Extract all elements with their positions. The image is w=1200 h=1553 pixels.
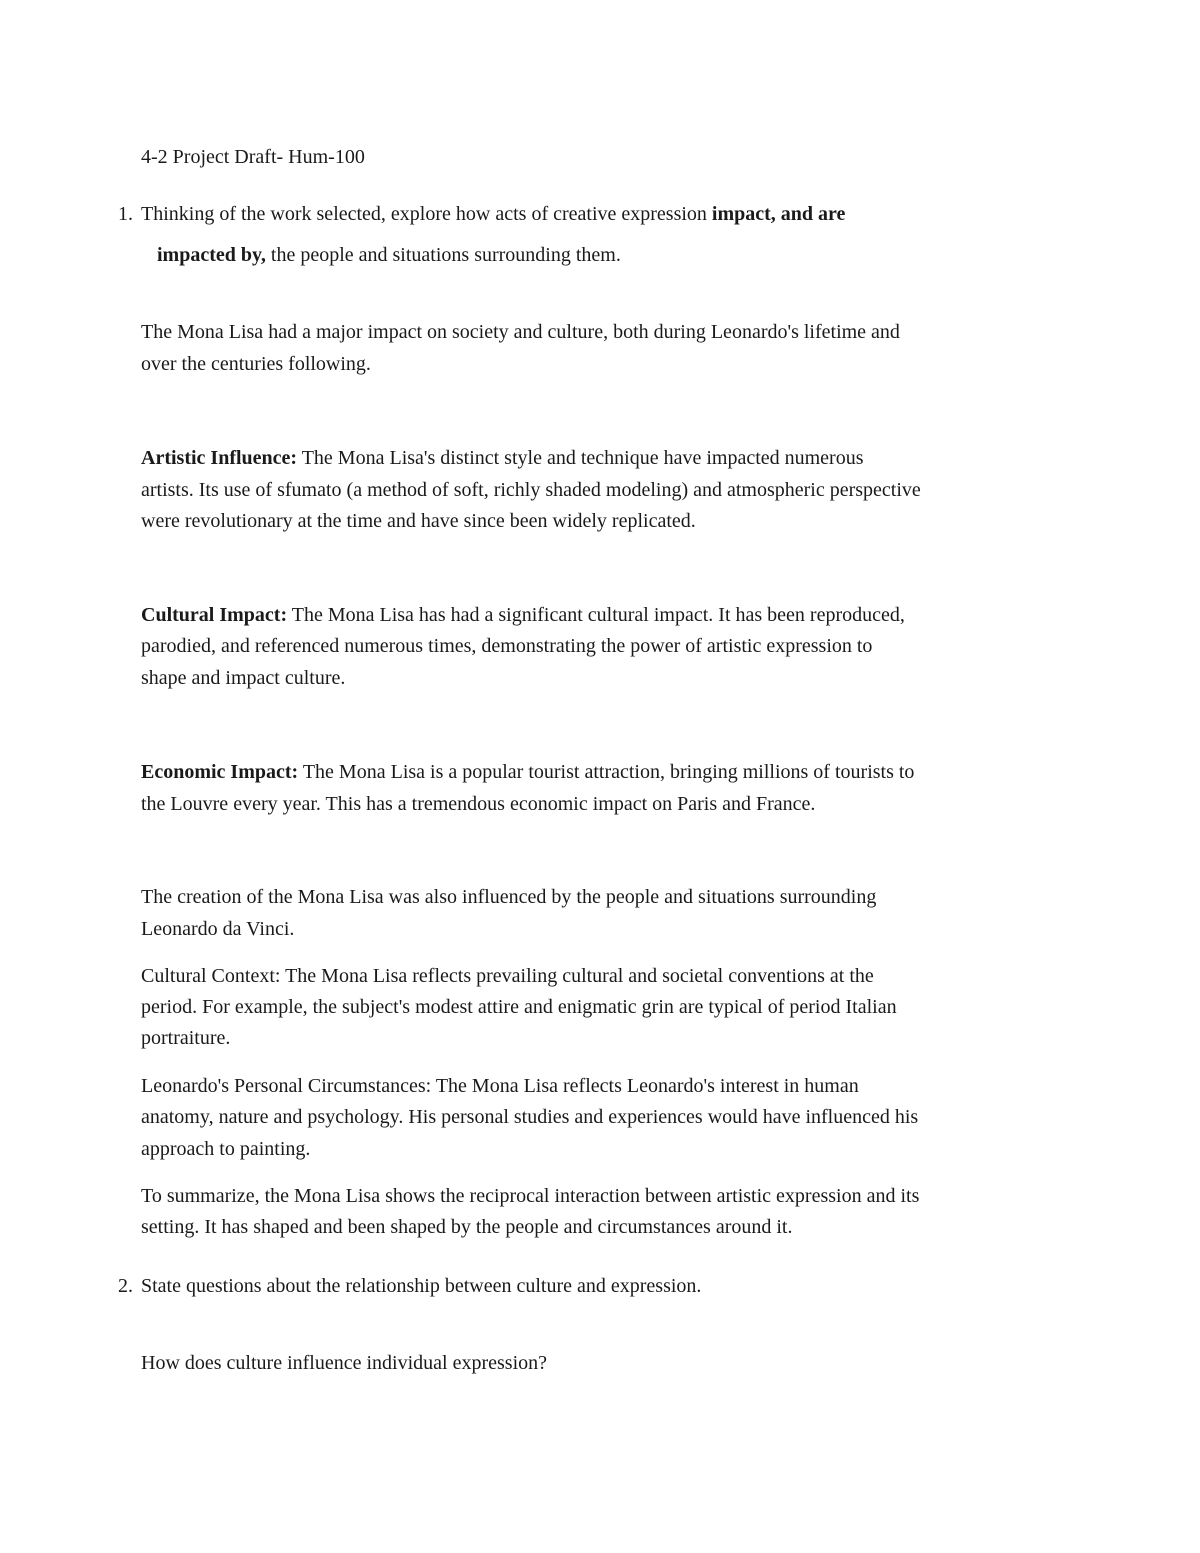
cultural-line-2: parodied, and referenced numerous times, demonstrating the power of artistic expression to bbox=[141, 635, 873, 657]
artistic-line-2: artists. Its use of sfumato (a method of soft, richly shaded modeling) and atmospheric perspective bbox=[141, 479, 921, 501]
cultural-text: The Mona Lisa has had a significant cultural impact. It has been reproduced, bbox=[287, 604, 905, 626]
document-title: 4-2 Project Draft- Hum-100 bbox=[141, 146, 365, 168]
context-line-2: period. For example, the subject's modest attire and enigmatic grin are typical of period Italian bbox=[141, 996, 897, 1018]
context-line-1: Cultural Context: The Mona Lisa reflects prevailing cultural and societal conventions at the bbox=[141, 965, 874, 987]
question-1-text: Thinking of the work selected, explore how acts of creative expression bbox=[141, 203, 712, 225]
summary-line-2: setting. It has shaped and been shaped by the people and circumstances around it. bbox=[141, 1216, 793, 1238]
intro-line-1: The Mona Lisa had a major impact on society and culture, both during Leonardo's lifetime and bbox=[141, 321, 900, 343]
context-line-3: portraiture. bbox=[141, 1027, 231, 1049]
personal-line-2: anatomy, nature and psychology. His personal studies and experiences would have influenced his bbox=[141, 1106, 919, 1128]
list-number-2: 2. bbox=[118, 1275, 133, 1297]
question-1-bold: impact, and are bbox=[711, 203, 846, 225]
artistic-line-3: were revolutionary at the time and have since been widely replicated. bbox=[141, 510, 696, 532]
question-2-text: State questions about the relationship between culture and expression. bbox=[141, 1275, 702, 1297]
creation-line-2: Leonardo da Vinci. bbox=[141, 918, 295, 940]
personal-line-3: approach to painting. bbox=[141, 1138, 311, 1160]
summary-line-1: To summarize, the Mona Lisa shows the reciprocal interaction between artistic expression and its bbox=[141, 1185, 920, 1207]
artistic-text: The Mona Lisa's distinct style and technique have impacted numerous bbox=[297, 447, 864, 469]
artistic-line-1 bbox=[141, 443, 1081, 474]
cultural-line-3: shape and impact culture. bbox=[141, 667, 346, 689]
question-culture-expression: How does culture influence individual expression? bbox=[141, 1352, 547, 1374]
personal-line-1: Leonardo's Personal Circumstances: The Mona Lisa reflects Leonardo's interest in human bbox=[141, 1075, 859, 1097]
question-1-text-2: the people and situations surrounding them. bbox=[265, 244, 621, 266]
economic-text: The Mona Lisa is a popular tourist attraction, bringing millions of tourists to bbox=[298, 761, 915, 783]
question-1-line-1 bbox=[141, 199, 1081, 230]
economic-label: Economic Impact: bbox=[141, 761, 299, 783]
artistic-label: Artistic Influence: bbox=[141, 447, 298, 469]
creation-line-1: The creation of the Mona Lisa was also influenced by the people and situations surrounding bbox=[141, 886, 877, 908]
economic-line-2: the Louvre every year. This has a tremendous economic impact on Paris and France. bbox=[141, 793, 816, 815]
economic-line-1 bbox=[141, 757, 1081, 788]
question-1-line-2 bbox=[157, 240, 1097, 271]
question-1-bold-2: impacted by, bbox=[157, 244, 266, 266]
list-number-1: 1. bbox=[118, 203, 133, 225]
cultural-label: Cultural Impact: bbox=[141, 604, 288, 626]
cultural-line-1 bbox=[141, 600, 1081, 631]
intro-line-2: over the centuries following. bbox=[141, 353, 371, 375]
